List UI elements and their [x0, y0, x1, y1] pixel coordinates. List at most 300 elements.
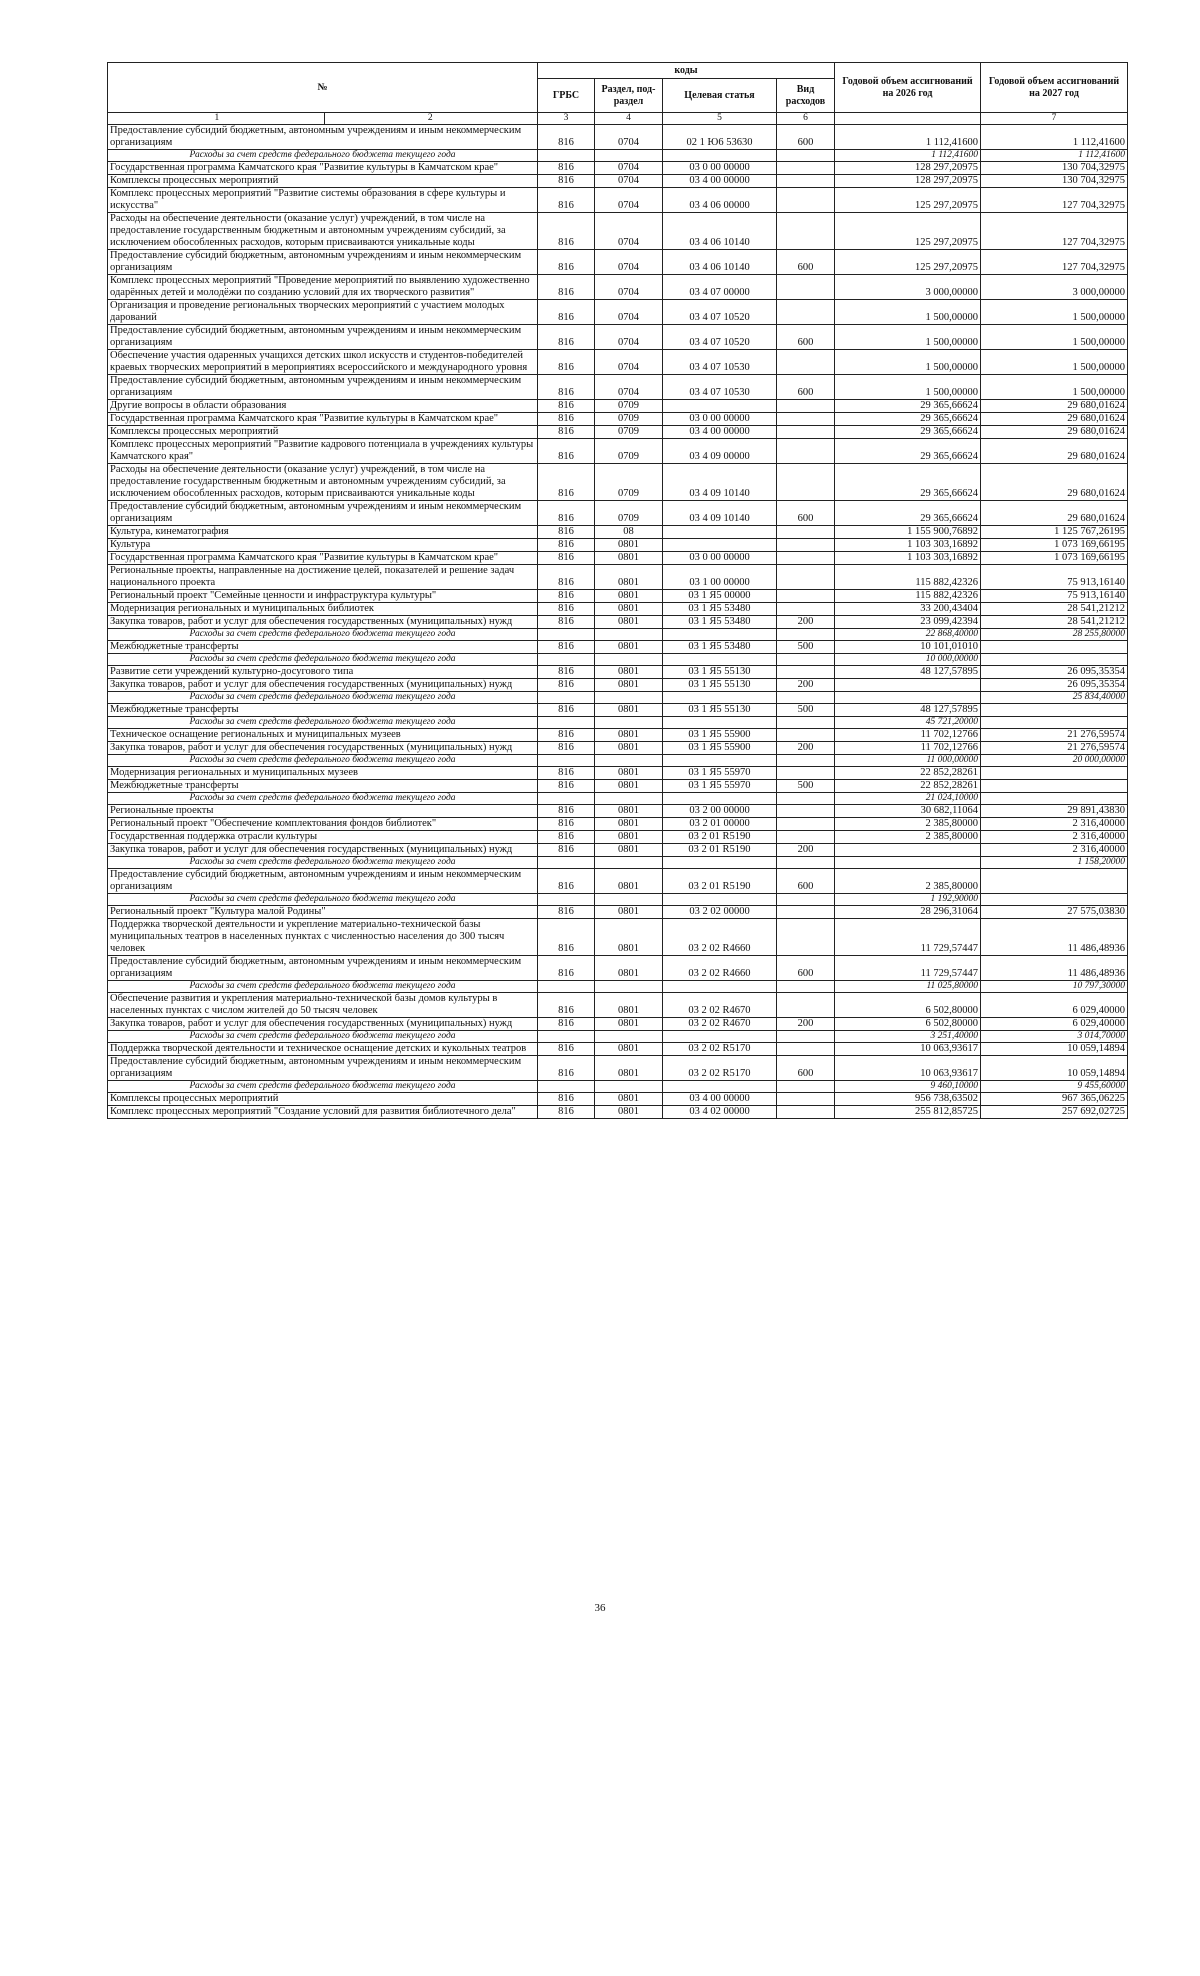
row-vr: 500	[777, 780, 835, 793]
row-value-2026: 1 500,00000	[835, 300, 981, 325]
row-value-2026	[835, 679, 981, 692]
row-name: Государственная программа Камчатского края "Развитие культуры в Камчатском крае"	[108, 552, 538, 565]
row-value-2026: 115 882,42326	[835, 590, 981, 603]
row-vr: 200	[777, 844, 835, 857]
row-section: 0801	[595, 780, 663, 793]
row-section: 0801	[595, 919, 663, 956]
header-year-2026: Годовой объем ассигнований на 2026 год	[835, 63, 981, 113]
row-vr	[777, 464, 835, 501]
row-grbs: 816	[538, 526, 595, 539]
row-value-2027: 130 704,32975	[981, 175, 1128, 188]
federal-budget-subrow	[108, 150, 1128, 162]
row-vr	[777, 300, 835, 325]
table-row	[108, 439, 1128, 464]
row-value-2026: 11 025,80000	[835, 981, 981, 993]
row-name: Межбюджетные трансферты	[108, 641, 538, 654]
table-row	[108, 125, 1128, 150]
row-value-2027: 11 486,48936	[981, 919, 1128, 956]
row-vr: 600	[777, 501, 835, 526]
row-name: Культура	[108, 539, 538, 552]
row-grbs: 816	[538, 125, 595, 150]
row-target: 03 1 Я5 55130	[663, 666, 777, 679]
row-name: Обеспечение участия одаренных учащихся детских школ искусств и студентов-победителей краевых творческих мероприятий в мероприятиях всероссийского и международного уровня	[108, 350, 538, 375]
row-value-2027	[981, 894, 1128, 906]
row-value-2026: 22 852,28261	[835, 780, 981, 793]
row-grbs: 816	[538, 1018, 595, 1031]
row-target: 03 1 Я5 55130	[663, 704, 777, 717]
row-name: Техническое оснащение региональных и муниципальных музеев	[108, 729, 538, 742]
row-grbs: 816	[538, 679, 595, 692]
row-value-2026: 28 296,31064	[835, 906, 981, 919]
row-value-2027	[981, 869, 1128, 894]
row-section	[595, 654, 663, 666]
table-row	[108, 603, 1128, 616]
row-section: 0704	[595, 125, 663, 150]
row-value-2027: 29 680,01624	[981, 439, 1128, 464]
row-value-2026: 1 500,00000	[835, 325, 981, 350]
row-section: 0801	[595, 641, 663, 654]
row-vr	[777, 162, 835, 175]
row-grbs: 816	[538, 844, 595, 857]
row-section: 0801	[595, 993, 663, 1018]
row-value-2027: 10 059,14894	[981, 1056, 1128, 1081]
row-name: Предоставление субсидий бюджетным, автономным учреждениям и иным некоммерческим организациям	[108, 501, 538, 526]
row-name: Комплекс процессных мероприятий "Проведение мероприятий по выявлению художественно одарённых детей и молодёжи по созданию условий для их творческого развития"	[108, 275, 538, 300]
row-vr: 200	[777, 616, 835, 629]
row-section: 0704	[595, 188, 663, 213]
row-name: Комплексы процессных мероприятий	[108, 175, 538, 188]
row-value-2026: 48 127,57895	[835, 666, 981, 679]
row-vr	[777, 755, 835, 767]
table-row	[108, 641, 1128, 654]
row-value-2026: 115 882,42326	[835, 565, 981, 590]
row-value-2027: 2 316,40000	[981, 844, 1128, 857]
row-name: Другие вопросы в области образования	[108, 400, 538, 413]
row-grbs: 816	[538, 818, 595, 831]
row-value-2026: 10 063,93617	[835, 1043, 981, 1056]
row-target	[663, 526, 777, 539]
row-value-2026: 1 500,00000	[835, 375, 981, 400]
row-vr	[777, 175, 835, 188]
row-value-2026	[835, 692, 981, 704]
row-grbs	[538, 654, 595, 666]
row-section: 0801	[595, 1043, 663, 1056]
row-vr	[777, 603, 835, 616]
header-target: Целевая статья	[663, 79, 777, 113]
row-vr	[777, 654, 835, 666]
row-vr	[777, 1106, 835, 1119]
row-value-2026: 2 385,80000	[835, 869, 981, 894]
row-name: Закупка товаров, работ и услуг для обеспечения государственных (муниципальных) нужд	[108, 679, 538, 692]
row-target: 03 1 Я5 55130	[663, 679, 777, 692]
row-name: Расходы за счет средств федерального бюджета текущего года	[108, 793, 538, 805]
row-value-2027: 10 059,14894	[981, 1043, 1128, 1056]
federal-budget-subrow	[108, 793, 1128, 805]
page-number: 36	[594, 1602, 606, 1614]
row-value-2027	[981, 704, 1128, 717]
row-value-2026: 22 868,40000	[835, 629, 981, 641]
row-section: 0801	[595, 1056, 663, 1081]
row-section: 0704	[595, 213, 663, 250]
row-value-2026: 33 200,43404	[835, 603, 981, 616]
row-value-2026: 6 502,80000	[835, 993, 981, 1018]
table-row	[108, 1056, 1128, 1081]
row-value-2026: 29 365,66624	[835, 464, 981, 501]
row-value-2026: 10 063,93617	[835, 1056, 981, 1081]
row-name: Комплекс процессных мероприятий "Создание условий для развития библиотечного дела"	[108, 1106, 538, 1119]
row-value-2027	[981, 767, 1128, 780]
row-name: Предоставление субсидий бюджетным, автономным учреждениям и иным некоммерческим организациям	[108, 325, 538, 350]
row-name: Расходы за счет средств федерального бюджета текущего года	[108, 150, 538, 162]
row-grbs	[538, 692, 595, 704]
row-section	[595, 629, 663, 641]
row-grbs: 816	[538, 641, 595, 654]
row-vr	[777, 439, 835, 464]
table-row	[108, 188, 1128, 213]
row-value-2027: 6 029,40000	[981, 993, 1128, 1018]
row-section: 0801	[595, 844, 663, 857]
table-row	[108, 767, 1128, 780]
row-name: Региональный проект "Обеспечение комплектования фондов библиотек"	[108, 818, 538, 831]
row-section: 0801	[595, 831, 663, 844]
row-target: 03 0 00 00000	[663, 552, 777, 565]
row-value-2026: 9 460,10000	[835, 1081, 981, 1093]
row-vr	[777, 793, 835, 805]
row-section: 0801	[595, 869, 663, 894]
row-vr	[777, 805, 835, 818]
row-vr: 200	[777, 742, 835, 755]
row-name: Расходы за счет средств федерального бюджета текущего года	[108, 717, 538, 729]
row-name: Расходы на обеспечение деятельности (оказание услуг) учреждений, в том числе на предоставление государственным бюджетным и автономным учреждениям субсидий, за исключением обособленных расходов, которым присваиваются уникальные коды	[108, 213, 538, 250]
row-name: Государственная программа Камчатского края "Развитие культуры в Камчатском крае"	[108, 162, 538, 175]
row-value-2027: 257 692,02725	[981, 1106, 1128, 1119]
table-row	[108, 1093, 1128, 1106]
row-grbs: 816	[538, 1056, 595, 1081]
row-name: Предоставление субсидий бюджетным, автономным учреждениям и иным некоммерческим организациям	[108, 250, 538, 275]
row-vr	[777, 767, 835, 780]
row-value-2027: 1 158,20000	[981, 857, 1128, 869]
table-row	[108, 552, 1128, 565]
row-value-2026: 11 702,12766	[835, 729, 981, 742]
row-name: Межбюджетные трансферты	[108, 780, 538, 793]
table-row	[108, 400, 1128, 413]
row-target: 03 2 02 R5170	[663, 1056, 777, 1081]
row-value-2026: 11 729,57447	[835, 956, 981, 981]
row-grbs	[538, 1081, 595, 1093]
row-grbs: 816	[538, 426, 595, 439]
row-value-2026: 1 500,00000	[835, 350, 981, 375]
row-name: Предоставление субсидий бюджетным, автономным учреждениям и иным некоммерческим организациям	[108, 956, 538, 981]
row-section: 0704	[595, 300, 663, 325]
row-section: 0704	[595, 175, 663, 188]
row-value-2027: 130 704,32975	[981, 162, 1128, 175]
row-value-2027: 29 891,43830	[981, 805, 1128, 818]
row-grbs: 816	[538, 603, 595, 616]
row-name: Государственная программа Камчатского края "Развитие культуры в Камчатском крае"	[108, 413, 538, 426]
row-grbs: 816	[538, 805, 595, 818]
row-name: Расходы за счет средств федерального бюджета текущего года	[108, 755, 538, 767]
row-value-2026: 2 385,80000	[835, 818, 981, 831]
row-vr	[777, 275, 835, 300]
row-value-2026: 1 155 900,76892	[835, 526, 981, 539]
row-value-2027: 127 704,32975	[981, 250, 1128, 275]
row-grbs: 816	[538, 325, 595, 350]
row-grbs: 816	[538, 213, 595, 250]
federal-budget-subrow	[108, 755, 1128, 767]
row-value-2026: 956 738,63502	[835, 1093, 981, 1106]
row-vr	[777, 993, 835, 1018]
federal-budget-subrow	[108, 857, 1128, 869]
row-grbs	[538, 150, 595, 162]
row-target: 03 1 00 00000	[663, 565, 777, 590]
row-section: 0709	[595, 464, 663, 501]
row-name: Комплексы процессных мероприятий	[108, 1093, 538, 1106]
row-target: 03 4 09 10140	[663, 464, 777, 501]
row-value-2027: 29 680,01624	[981, 464, 1128, 501]
row-section: 0801	[595, 1018, 663, 1031]
row-value-2026: 10 000,00000	[835, 654, 981, 666]
row-value-2027: 1 125 767,26195	[981, 526, 1128, 539]
row-grbs	[538, 857, 595, 869]
row-value-2027	[981, 641, 1128, 654]
row-section: 0801	[595, 906, 663, 919]
row-grbs: 816	[538, 616, 595, 629]
row-value-2026: 1 112,41600	[835, 125, 981, 150]
table-row	[108, 375, 1128, 400]
row-name: Предоставление субсидий бюджетным, автономным учреждениям и иным некоммерческим организациям	[108, 869, 538, 894]
row-grbs: 816	[538, 250, 595, 275]
row-vr	[777, 1043, 835, 1056]
federal-budget-subrow	[108, 629, 1128, 641]
row-value-2027: 6 029,40000	[981, 1018, 1128, 1031]
row-grbs: 816	[538, 993, 595, 1018]
row-value-2027: 29 680,01624	[981, 501, 1128, 526]
table-row	[108, 162, 1128, 175]
row-value-2027: 28 255,80000	[981, 629, 1128, 641]
row-vr	[777, 981, 835, 993]
row-vr	[777, 857, 835, 869]
row-name: Развитие сети учреждений культурно-досугового типа	[108, 666, 538, 679]
row-section: 0801	[595, 704, 663, 717]
row-vr	[777, 1081, 835, 1093]
row-target: 03 2 01 00000	[663, 818, 777, 831]
row-grbs: 816	[538, 1043, 595, 1056]
table-row	[108, 526, 1128, 539]
row-value-2026: 29 365,66624	[835, 439, 981, 464]
row-grbs: 816	[538, 413, 595, 426]
row-vr: 600	[777, 250, 835, 275]
row-vr: 500	[777, 641, 835, 654]
row-name: Модернизация региональных и муниципальных библиотек	[108, 603, 538, 616]
row-section: 0709	[595, 400, 663, 413]
row-value-2026: 11 729,57447	[835, 919, 981, 956]
row-value-2026: 29 365,66624	[835, 426, 981, 439]
row-target	[663, 654, 777, 666]
table-row	[108, 742, 1128, 755]
row-value-2027: 1 073 169,66195	[981, 539, 1128, 552]
row-vr	[777, 831, 835, 844]
row-target	[663, 793, 777, 805]
row-value-2026: 29 365,66624	[835, 413, 981, 426]
header-year-2027: Годовой объем ассигнований на 2027 год	[981, 63, 1128, 113]
row-target: 03 4 09 10140	[663, 501, 777, 526]
table-row	[108, 350, 1128, 375]
row-name: Модернизация региональных и муниципальных музеев	[108, 767, 538, 780]
table-row	[108, 780, 1128, 793]
row-value-2026: 48 127,57895	[835, 704, 981, 717]
row-target: 03 4 00 00000	[663, 1093, 777, 1106]
row-value-2027	[981, 780, 1128, 793]
table-row	[108, 1018, 1128, 1031]
row-value-2027: 1 500,00000	[981, 350, 1128, 375]
row-value-2027: 127 704,32975	[981, 213, 1128, 250]
row-value-2026: 45 721,20000	[835, 717, 981, 729]
row-section: 0801	[595, 767, 663, 780]
row-grbs: 816	[538, 906, 595, 919]
row-name: Расходы на обеспечение деятельности (оказание услуг) учреждений, в том числе на предоставление государственным бюджетным и автономным учреждениям субсидий, за исключением обособленных расходов, которым присваиваются уникальные коды	[108, 464, 538, 501]
federal-budget-subrow	[108, 981, 1128, 993]
row-value-2027: 127 704,32975	[981, 188, 1128, 213]
row-section: 0801	[595, 956, 663, 981]
row-value-2027: 29 680,01624	[981, 400, 1128, 413]
row-vr	[777, 906, 835, 919]
row-value-2026: 128 297,20975	[835, 162, 981, 175]
row-name: Расходы за счет средств федерального бюджета текущего года	[108, 981, 538, 993]
row-grbs: 816	[538, 300, 595, 325]
row-vr: 200	[777, 1018, 835, 1031]
row-vr	[777, 565, 835, 590]
row-section	[595, 793, 663, 805]
header-no: №	[108, 63, 538, 113]
row-value-2026: 1 192,90000	[835, 894, 981, 906]
row-name: Предоставление субсидий бюджетным, автономным учреждениям и иным некоммерческим организациям	[108, 375, 538, 400]
row-value-2027	[981, 793, 1128, 805]
row-grbs: 816	[538, 552, 595, 565]
federal-budget-subrow	[108, 692, 1128, 704]
header-section: Раздел, под-раздел	[595, 79, 663, 113]
row-grbs: 816	[538, 464, 595, 501]
row-grbs: 816	[538, 175, 595, 188]
row-target	[663, 400, 777, 413]
row-value-2027: 26 095,35354	[981, 666, 1128, 679]
row-grbs	[538, 793, 595, 805]
row-section: 0801	[595, 616, 663, 629]
row-value-2027: 11 486,48936	[981, 956, 1128, 981]
row-vr	[777, 188, 835, 213]
row-target: 03 2 01 R5190	[663, 844, 777, 857]
row-name: Комплекс процессных мероприятий "Развитие системы образования в сфере культуры и искусства"	[108, 188, 538, 213]
row-vr	[777, 692, 835, 704]
row-target	[663, 717, 777, 729]
row-target: 03 2 02 00000	[663, 906, 777, 919]
row-target	[663, 981, 777, 993]
table-row	[108, 919, 1128, 956]
row-name: Расходы за счет средств федерального бюджета текущего года	[108, 894, 538, 906]
row-value-2026: 1 103 303,16892	[835, 552, 981, 565]
row-value-2026	[835, 857, 981, 869]
federal-budget-subrow	[108, 654, 1128, 666]
row-vr	[777, 717, 835, 729]
table-row	[108, 993, 1128, 1018]
row-value-2027: 28 541,21212	[981, 616, 1128, 629]
row-section: 0801	[595, 729, 663, 742]
row-value-2027: 28 541,21212	[981, 603, 1128, 616]
table-row	[108, 869, 1128, 894]
row-section: 0801	[595, 552, 663, 565]
row-vr	[777, 213, 835, 250]
row-target: 03 1 Я5 55900	[663, 729, 777, 742]
row-value-2027: 1 073 169,66195	[981, 552, 1128, 565]
row-name: Межбюджетные трансферты	[108, 704, 538, 717]
table-row	[108, 426, 1128, 439]
row-value-2026: 125 297,20975	[835, 250, 981, 275]
row-name: Региональный проект "Культура малой Родины"	[108, 906, 538, 919]
row-value-2027: 29 680,01624	[981, 413, 1128, 426]
header-codes: коды	[538, 63, 835, 79]
row-target: 03 1 Я5 55970	[663, 767, 777, 780]
table-row	[108, 300, 1128, 325]
row-target: 03 4 06 10140	[663, 213, 777, 250]
row-grbs: 816	[538, 350, 595, 375]
table-row	[108, 831, 1128, 844]
row-target	[663, 1031, 777, 1043]
row-value-2027: 1 112,41600	[981, 125, 1128, 150]
table-row	[108, 275, 1128, 300]
row-vr	[777, 729, 835, 742]
row-vr	[777, 552, 835, 565]
header-expense-type: Вид расходов	[777, 79, 835, 113]
row-value-2027: 20 000,00000	[981, 755, 1128, 767]
row-target: 03 2 02 R4670	[663, 1018, 777, 1031]
row-target: 03 4 07 10520	[663, 300, 777, 325]
row-value-2027: 29 680,01624	[981, 426, 1128, 439]
row-value-2026: 29 365,66624	[835, 400, 981, 413]
row-name: Расходы за счет средств федерального бюджета текущего года	[108, 857, 538, 869]
row-vr: 600	[777, 1056, 835, 1081]
row-vr: 600	[777, 375, 835, 400]
row-target	[663, 1081, 777, 1093]
table-row	[108, 1106, 1128, 1119]
row-target	[663, 150, 777, 162]
row-name: Поддержка творческой деятельности и техническое оснащение детских и кукольных театров	[108, 1043, 538, 1056]
row-vr	[777, 526, 835, 539]
row-grbs: 816	[538, 400, 595, 413]
table-row	[108, 704, 1128, 717]
row-grbs	[538, 717, 595, 729]
row-target	[663, 857, 777, 869]
row-value-2027: 9 455,60000	[981, 1081, 1128, 1093]
row-value-2027: 3 000,00000	[981, 275, 1128, 300]
row-section: 0709	[595, 439, 663, 464]
table-row	[108, 666, 1128, 679]
row-target: 03 4 02 00000	[663, 1106, 777, 1119]
row-value-2026: 125 297,20975	[835, 213, 981, 250]
federal-budget-subrow	[108, 717, 1128, 729]
row-target: 03 4 07 00000	[663, 275, 777, 300]
row-vr	[777, 400, 835, 413]
table-row	[108, 175, 1128, 188]
table-row	[108, 679, 1128, 692]
row-target: 02 1 Ю6 53630	[663, 125, 777, 150]
row-vr	[777, 894, 835, 906]
federal-budget-subrow	[108, 1031, 1128, 1043]
row-section: 0801	[595, 565, 663, 590]
row-section: 0801	[595, 818, 663, 831]
row-name: Культура, кинематография	[108, 526, 538, 539]
row-value-2026: 255 812,85725	[835, 1106, 981, 1119]
row-section	[595, 981, 663, 993]
row-vr	[777, 539, 835, 552]
